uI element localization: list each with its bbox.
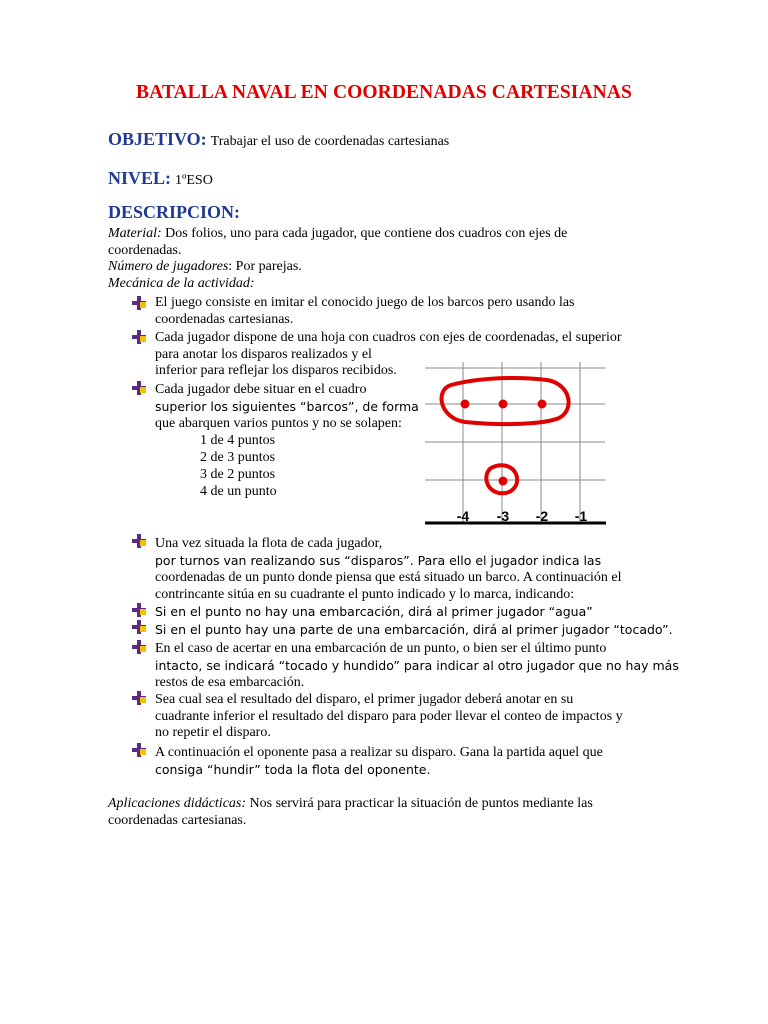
bullet-4 — [155, 536, 680, 603]
bullet-7 — [155, 641, 680, 692]
material-label: Material: — [108, 226, 162, 241]
bullet-4-line-3: coordenadas de un punto donde piensa que está situado un barco. A continuación el — [155, 570, 622, 585]
ship-point — [538, 400, 547, 409]
descripcion-heading: DESCRIPCION: — [108, 202, 241, 222]
tick-label: -4 — [456, 508, 470, 524]
bullet-icon — [132, 743, 148, 759]
material-text-1: Dos folios, uno para cada jugador, que contiene dos cuadros con ejes de — [165, 226, 568, 241]
mecanica-label: Mecánica de la actividad: — [108, 275, 255, 291]
bullet-3-line-1: Cada jugador debe situar en el cuadro — [155, 382, 367, 397]
ship-item-2: 2 de 3 puntos — [200, 450, 276, 465]
bullet-8 — [155, 692, 680, 742]
nivel-label: NIVEL: — [108, 168, 172, 188]
objetivo-line — [108, 129, 449, 150]
bullet-8-line-3: no repetir el disparo. — [155, 725, 271, 740]
ship-point — [461, 400, 470, 409]
coordinate-grid-figure — [425, 352, 613, 530]
material-paragraph — [108, 226, 678, 292]
ship-item-3: 3 de 2 puntos — [200, 467, 276, 482]
bullet-9-line-2: consiga “hundir” toda la flota del oponente. — [155, 761, 431, 777]
bullet-1-line-1: El juego consiste en imitar el conocido juego de los barcos pero usando las — [155, 295, 575, 310]
bullet-4-line-4: contrincante sitúa en su cuadrante el punto indicado y lo marca, indicando: — [155, 586, 575, 602]
bullet-2-line-2: para anotar los disparos realizados y el — [155, 346, 372, 362]
objetivo-label: OBJETIVO: — [108, 129, 207, 149]
aplicaciones-text-1: Nos servirá para practicar la situación de puntos mediante las — [249, 796, 593, 811]
aplicaciones-label: Aplicaciones didácticas: — [108, 796, 247, 811]
page-title: BATALLA NAVAL EN COORDENADAS CARTESIANAS — [136, 82, 632, 103]
tick-label: -3 — [496, 508, 510, 524]
bullet-icon — [132, 640, 148, 656]
bullet-7-line-1: En el caso de acertar en una embarcación de un punto, o bien ser el último punto — [155, 641, 607, 656]
bullet-2-line-1: Cada jugador dispone de una hoja con cuadros con ejes de coordenadas, el superior — [155, 330, 622, 345]
bullet-icon — [132, 381, 148, 397]
ship-item-1: 1 de 4 puntos — [200, 433, 276, 448]
bullet-icon — [132, 534, 148, 550]
bullet-4-line-2: por turnos van realizando sus “disparos”. Para ello el jugador indica las — [155, 552, 602, 568]
jugadores-text: : Por parejas. — [228, 259, 302, 274]
bullet-8-line-2: cuadrante inferior el resultado del disparo para poder llevar el conteo de impactos y — [155, 708, 623, 724]
bullet-1 — [155, 295, 680, 328]
objetivo-value: Trabajar el uso de coordenadas cartesianas — [210, 134, 450, 149]
aplicaciones-paragraph — [108, 796, 678, 829]
bullet-1-line-2: coordenadas cartesianas. — [155, 311, 294, 327]
bullet-7-line-3: restos de esa embarcación. — [155, 675, 305, 690]
material-text-2: coordenadas. — [108, 242, 182, 258]
bullet-4-line-1: Una vez situada la flota de cada jugador, — [155, 536, 383, 551]
bullet-6: Si en el punto hay una parte de una embarcación, dirá al primer jugador “tocado”. — [155, 622, 673, 637]
bullet-3-line-3: que abarquen varios puntos y no se solapen: — [155, 416, 402, 431]
bullet-2-line-3: inferior para reflejar los disparos recibidos. — [155, 363, 397, 378]
bullet-3-line-2: superior los siguientes “barcos”, de forma — [155, 398, 419, 414]
bullet-9-line-1: A continuación el oponente pasa a realizar su disparo. Gana la partida aquel que — [155, 745, 603, 760]
bullet-icon — [132, 296, 148, 312]
tick-label: -2 — [535, 508, 549, 524]
ship-item-4: 4 de un punto — [200, 484, 277, 499]
ship-point — [499, 400, 508, 409]
nivel-value: 1ºESO — [175, 173, 213, 188]
bullet-3 — [155, 381, 435, 433]
bullet-7-line-2: intacto, se indicará “tocado y hundido” para indicar al otro jugador que no hay más — [155, 657, 679, 673]
ship-point — [499, 477, 508, 486]
bullet-8-line-1: Sea cual sea el resultado del disparo, el primer jugador deberá anotar en su — [155, 692, 574, 707]
bullet-icon — [132, 620, 148, 636]
bullet-9 — [155, 745, 680, 779]
bullet-icon — [132, 330, 148, 346]
tick-label: -1 — [574, 508, 588, 524]
bullet-5: Si en el punto no hay una embarcación, dirá al primer jugador “agua” — [155, 604, 593, 619]
bullet-icon — [132, 603, 148, 619]
jugadores-label: Número de jugadores — [108, 259, 229, 274]
aplicaciones-text-2: coordenadas cartesianas. — [108, 812, 247, 828]
bullet-icon — [132, 691, 148, 707]
nivel-line — [108, 168, 213, 189]
